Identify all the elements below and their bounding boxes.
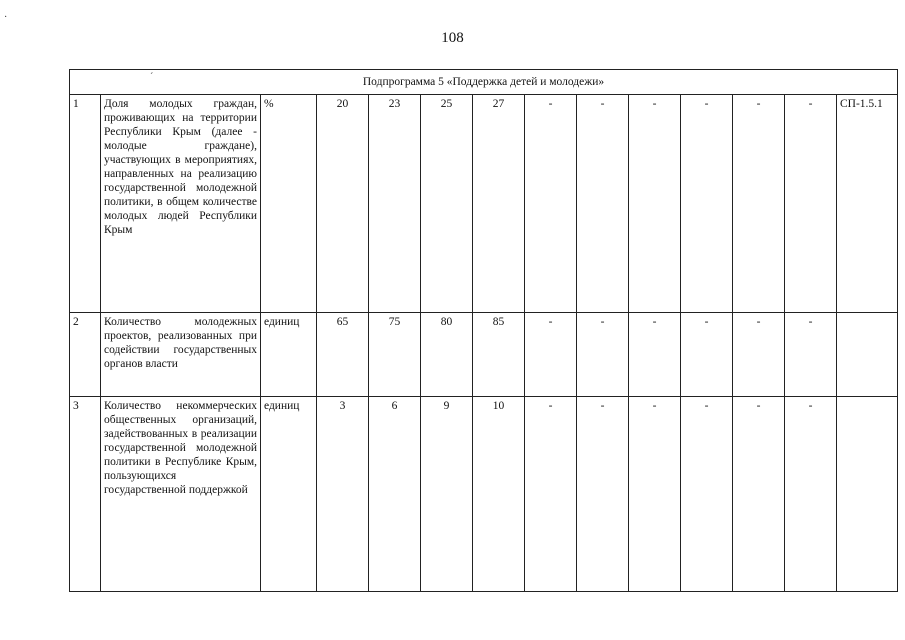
indicators-table [69, 69, 898, 592]
dash-cell: - [577, 313, 629, 397]
dash-cell: - [629, 397, 681, 592]
indicator-code [837, 313, 898, 397]
value-cell: 20 [317, 95, 369, 313]
dash-cell: - [733, 313, 785, 397]
scan-speck: · [4, 12, 8, 23]
dash-cell: - [785, 313, 837, 397]
value-cell: 85 [473, 313, 525, 397]
dash-cell: - [733, 397, 785, 592]
table-row [70, 95, 898, 313]
row-number: 3 [70, 397, 101, 592]
value-cell: 80 [421, 313, 473, 397]
dash-cell: - [525, 95, 577, 313]
value-cell: 3 [317, 397, 369, 592]
unit: единиц [261, 313, 317, 397]
indicator-code [837, 397, 898, 592]
unit: % [261, 95, 317, 313]
value-cell: 10 [473, 397, 525, 592]
indicator-name: Доля молодых граждан, проживающих на территории Республики Крым (далее - молодые граждане), участвующих в мероприятиях, направленных на реализацию государственной молодежной политики, в общем количестве молодых людей Республики Крым [101, 95, 261, 313]
section-title: Подпрограмма 5 «Поддержка детей и молодежи» [70, 70, 898, 95]
dash-cell: - [681, 95, 733, 313]
dash-cell: - [681, 313, 733, 397]
dash-cell: - [733, 95, 785, 313]
dash-cell: - [785, 95, 837, 313]
dash-cell: - [629, 313, 681, 397]
value-cell: 6 [369, 397, 421, 592]
dash-cell: - [525, 397, 577, 592]
dash-cell: - [681, 397, 733, 592]
dash-cell: - [577, 95, 629, 313]
page-number: 108 [441, 30, 464, 46]
indicator-name: Количество некоммерческих общественных организаций, задействованных в реализации государственной молодежной политики в Республике Крым, пользующихся государственной поддержкой [101, 397, 261, 592]
unit: единиц [261, 397, 317, 592]
indicator-name: Количество молодежных проектов, реализованных при содействии государственных органов власти [101, 313, 261, 397]
dash-cell: - [577, 397, 629, 592]
value-cell: 75 [369, 313, 421, 397]
value-cell: 25 [421, 95, 473, 313]
value-cell: 27 [473, 95, 525, 313]
section-header-row [70, 70, 898, 95]
value-cell: 65 [317, 313, 369, 397]
row-number: 1 [70, 95, 101, 313]
value-cell: 23 [369, 95, 421, 313]
dash-cell: - [785, 397, 837, 592]
scan-speck: ´ [150, 72, 154, 83]
row-number: 2 [70, 313, 101, 397]
dash-cell: - [629, 95, 681, 313]
table-row [70, 397, 898, 592]
table-row [70, 313, 898, 397]
dash-cell: - [525, 313, 577, 397]
value-cell: 9 [421, 397, 473, 592]
indicator-code: СП-1.5.1 [837, 95, 898, 313]
